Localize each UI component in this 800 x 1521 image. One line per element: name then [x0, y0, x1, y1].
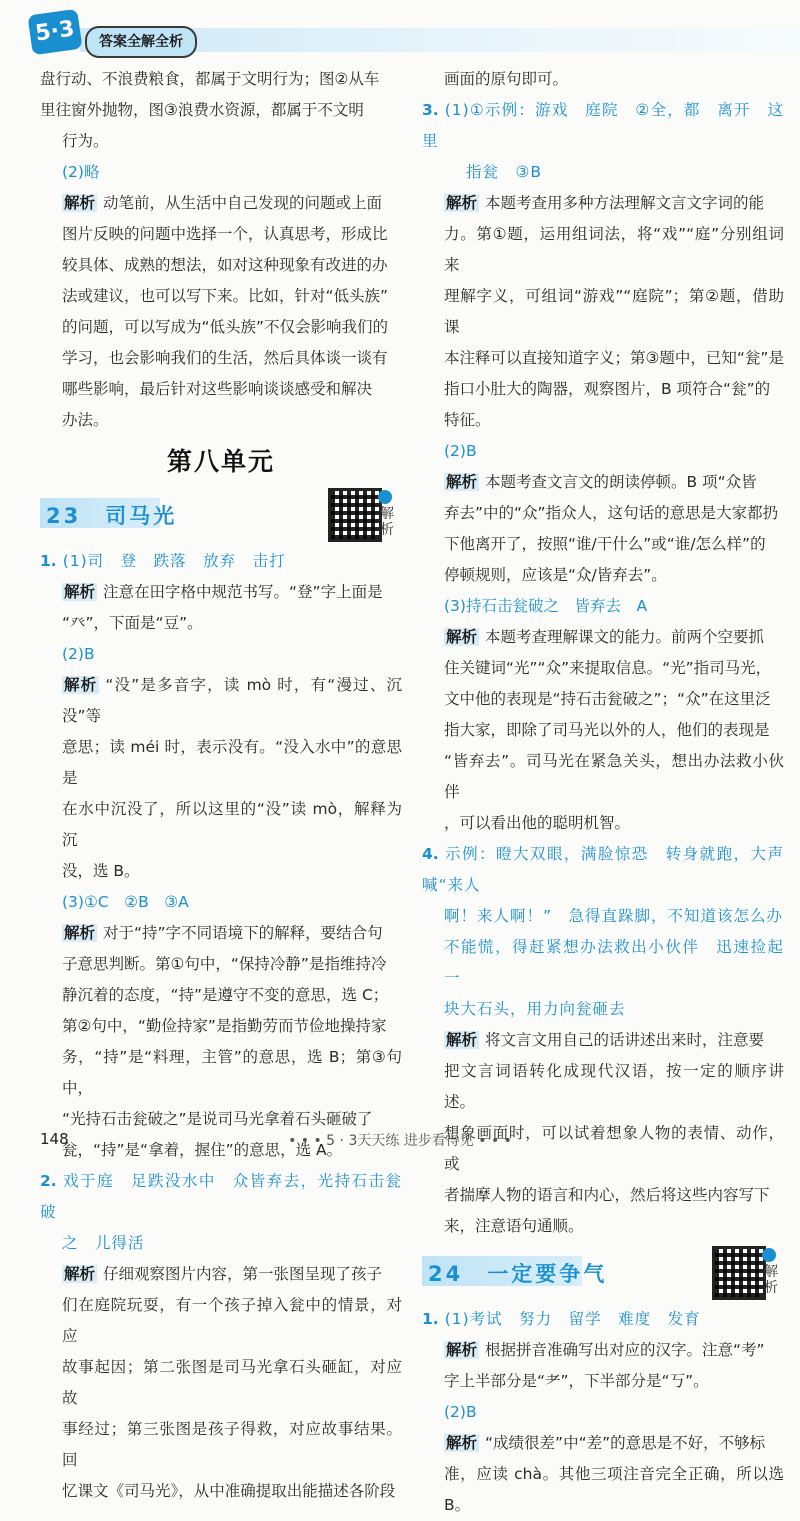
- q2-number: 2.: [40, 1172, 57, 1190]
- q4-jx-line1: 将文言文用自己的话讲述出来时，注意要: [485, 1031, 765, 1049]
- q4-jx-line3: 想象画面时，可以试着想象人物的表情、动作，或: [444, 1124, 784, 1173]
- q3-3-jx-line3: 文中他的表现是“持石击瓮破之”；“众”在这里泛: [444, 690, 771, 708]
- q1-1-answer: (1)司 登 跌落 放弃 击打: [62, 552, 286, 570]
- q2-jx-line3: 故事起因；第二张图是司马光拿石头砸缸，对应故: [62, 1358, 402, 1407]
- q4-jx-line2: 把文言词语转化成现代汉语，按一定的顺序讲述。: [444, 1062, 784, 1111]
- page-header: [0, 0, 800, 60]
- left-p1-line2: 里往窗外抛物，图③浪费水资源，都属于不文明: [40, 101, 364, 119]
- q3-1-jx-line1: 本题考查用多种方法理解文言文字词的能: [485, 194, 765, 212]
- q3-2-jx-line4: 停顿规则，应该是“众/皆弃去”。: [444, 566, 667, 584]
- q3-3-jx-line5: “皆弃去”。司马光在紧急关头，想出办法救小伙伴: [444, 752, 784, 801]
- left-p1-line3: 行为。: [62, 132, 109, 150]
- left-column: [40, 64, 402, 1507]
- q1-3-answer: (3)①C ②B ③A: [62, 893, 189, 911]
- left-jiexi-line2: 图片反映的问题中选择一个，认真思考，形成比: [62, 225, 388, 243]
- page-footer: [0, 1120, 800, 1160]
- q24-1-answer: (1)考试 努力 留学 难度 发育: [444, 1310, 701, 1328]
- header-tag: 答案全解全析: [85, 26, 197, 58]
- lesson-23-header: [40, 488, 402, 540]
- q24-1-jx-line2: 字上半部分是“耂”，下半部分是“丂”。: [444, 1372, 709, 1390]
- left-jiexi-line7: 哪些影响，最后针对这些影响谈谈感受和解决: [62, 380, 373, 398]
- q4-number: 4.: [422, 845, 439, 863]
- q3-1-jx-line2: 力。第①题，运用组词法，将“戏”“庭”分别组词来: [444, 225, 784, 274]
- q3-3-answer: (3)持石击瓮破之 皆弃去 A: [444, 597, 648, 615]
- left-jiexi-line8: 办法。: [62, 411, 109, 429]
- q1-2-jx-line2: 意思；读 méi 时，表示没有。“没入水中”的意思是: [62, 738, 402, 787]
- q4-jx-line4: 者揣摩人物的语言和内心，然后将这些内容写下: [444, 1186, 770, 1204]
- q3-1-answer-line1: (1)①示例：游戏 庭院 ②全，都 离开 这里: [422, 101, 784, 150]
- right-r0: 画面的原句即可。: [444, 70, 569, 88]
- brand-logo: 5·3: [27, 9, 82, 56]
- q4-answer-line3: 不能慌，得赶紧想办法救出小伙伴 迅速捡起一: [444, 938, 784, 987]
- right-column: [422, 64, 784, 1521]
- q1-3-jx-line3: 静沉着的态度，“持”是遵守不变的意思，选 C；: [62, 986, 389, 1004]
- q2-jx-line2: 们在庭院玩耍，有一个孩子掉入瓮中的情景，对应: [62, 1296, 402, 1345]
- jiexi-label: 解析: [446, 1341, 478, 1359]
- jiexi-label: 解析: [446, 628, 478, 646]
- q3-1-jx-line5: 指口小肚大的陶器，观察图片，B 项符合“瓮”的: [444, 380, 771, 398]
- q2-jx-line1: 仔细观察图片内容，第一张图呈现了孩子: [103, 1265, 383, 1283]
- left-jiexi-line1: 动笔前，从生活中自己发现的问题或上面: [103, 194, 383, 212]
- unit-title: 第八单元: [166, 447, 275, 476]
- q3-1-jx-line6: 特征。: [444, 411, 491, 429]
- play-icon: [762, 1248, 776, 1262]
- q4-answer-line4: 块大石头，用力向瓮砸去: [444, 1000, 626, 1018]
- play-icon: [378, 490, 392, 504]
- q3-2-jx-line2: 弃去”中的“众”指众人，这句话的意思是大家都扔: [444, 504, 779, 522]
- q1-1-jx-line2: “癶”，下面是“豆”。: [62, 614, 203, 632]
- jiexi-label: 解析: [446, 1434, 478, 1452]
- q1-3-jx-line5: 务，“持”是“料理，主管”的意思，选 B；第③句中，: [62, 1048, 402, 1097]
- left-jiexi-line4: 法或建议，也可以写下来。比如，针对“低头族”: [62, 287, 389, 305]
- q3-2-jx-line1: 本题考查文言文的朗读停顿。B 项“众皆: [485, 473, 757, 491]
- q3-1-jx-line4: 本注释可以直接知道字义；第③题中，已知“瓮”是: [444, 349, 784, 367]
- q3-1-jx-line3: 理解字义，可组词“游戏”“庭院”；第②题，借助课: [444, 287, 784, 336]
- jiexi-label: 解析: [64, 1265, 96, 1283]
- jiexi-label: 解析: [446, 1031, 478, 1049]
- q2-jx-line4: 事经过；第三张图是孩子得救，对应故事结果。回: [62, 1420, 402, 1469]
- q4-answer-line1: 示例：瞪大双眼，满脸惊恐 转身就跑，大声喊“来人: [422, 845, 784, 894]
- q3-3-jx-line4: 指大家，即除了司马光以外的人，他们的表现是: [444, 721, 770, 739]
- q1-2-jx-line1: “没”是多音字，读 mò 时，有“漫过、沉没”等: [62, 676, 402, 725]
- left-jiexi-line6: 学习，也会影响我们的生活，然后具体谈一谈有: [62, 349, 388, 367]
- lesson-23-title: 23 司马光: [46, 504, 178, 528]
- jiexi-label: 解析: [64, 194, 96, 212]
- page-number: 148: [40, 1130, 69, 1148]
- q24-1-jx-line1: 根据拼音准确写出对应的汉字。注意“考”: [485, 1341, 765, 1359]
- q2-answer-line2: 之 儿得活: [62, 1234, 145, 1252]
- q24-1-number: 1.: [422, 1310, 439, 1328]
- left-jiexi-line5: 的问题，可以写成为“低头族”不仅会影响我们的: [62, 318, 389, 336]
- jiexi-label: 解析: [64, 924, 96, 942]
- qr-label: 解析: [764, 1264, 778, 1296]
- q24-2-jx-line2: 准，应读 chà。其他三项注音完全正确，所以选 B。: [444, 1465, 784, 1514]
- q1-1-jx-line1: 注意在田字格中规范书写。“登”字上面是: [103, 583, 383, 601]
- q1-3-jx-line1: 对于“持”字不同语境下的解释，要结合句: [103, 924, 383, 942]
- left-answer-2: (2)略: [62, 163, 100, 181]
- q1-number: 1.: [40, 552, 57, 570]
- jiexi-label: 解析: [64, 676, 98, 694]
- q4-answer-line2: 啊！来人啊！” 急得直跺脚，不知道该怎么办: [444, 907, 784, 925]
- q3-2-jx-line3: 下他离开了，按照“谁/干什么”或“谁/怎么样”的: [444, 535, 766, 553]
- q3-2-answer: (2)B: [444, 442, 477, 460]
- left-jiexi-line3: 较具体、成熟的想法，如对这种现象有改进的办: [62, 256, 388, 274]
- qr-code-icon[interactable]: [328, 488, 382, 542]
- q1-3-jx-line7: 瓮，“持”是“拿着，握住”的意思，选 A。: [62, 1141, 343, 1159]
- q3-3-jx-line6: ，可以看出他的聪明机智。: [444, 814, 631, 832]
- footer-slogan: • • • 5 · 3天天练 进步看得见 • • •: [288, 1133, 512, 1149]
- q24-2-jx-line1: “成绩很差”中“差”的意思是不好，不够标: [485, 1434, 766, 1452]
- q2-jx-line5: 忆课文《司马光》，从中准确提取出能描述各阶段: [62, 1482, 396, 1500]
- q3-1-answer-line2: 指瓮 ③B: [466, 163, 543, 181]
- q3-3-jx-line1: 本题考查理解课文的能力。前两个空要抓: [485, 628, 765, 646]
- lesson-24-title: 24 一定要争气: [428, 1262, 608, 1286]
- q1-2-answer: (2)B: [62, 645, 95, 663]
- q3-3-jx-line2: 住关键词“光”“众”来提取信息。“光”指司马光，: [444, 659, 772, 677]
- lesson-24-header: [422, 1246, 784, 1298]
- q2-answer-line1: 戏于庭 足跌没水中 众皆弃去，光持石击瓮破: [40, 1172, 402, 1221]
- q4-jx-line5: 来，注意语句通顺。: [444, 1217, 584, 1235]
- left-p1-line1: 盘行动、不浪费粮食，都属于文明行为；图②从车: [40, 70, 380, 88]
- q1-3-jx-line4: 第②句中，“勤俭持家”是指勤劳而节俭地操持家: [62, 1017, 387, 1035]
- q1-3-jx-line6: “光持石击瓮破之”是说司马光拿着石头砸破了: [62, 1110, 373, 1128]
- q24-2-answer: (2)B: [444, 1403, 477, 1421]
- q1-2-jx-line3: 在水中沉没了，所以这里的“没”读 mò，解释为沉: [62, 800, 402, 849]
- q1-3-jx-line2: 子意思判断。第①句中，“保持冷静”是指维持冷: [62, 955, 387, 973]
- qr-code-icon[interactable]: [712, 1246, 766, 1300]
- q1-2-jx-line4: 没，选 B。: [62, 862, 140, 880]
- qr-label: 解析: [380, 506, 394, 538]
- jiexi-label: 解析: [446, 194, 478, 212]
- q3-number: 3.: [422, 101, 439, 119]
- jiexi-label: 解析: [446, 473, 478, 491]
- jiexi-label: 解析: [64, 583, 96, 601]
